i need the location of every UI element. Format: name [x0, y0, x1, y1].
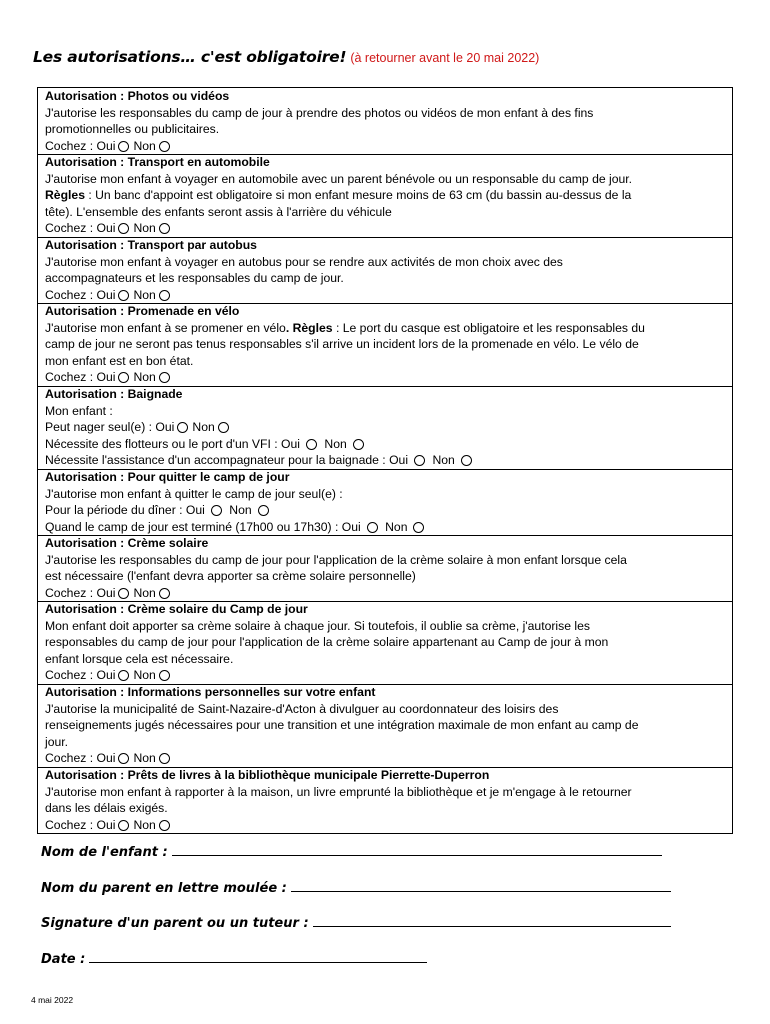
section-text: J'autorise mon enfant à rapporter à la maison, un livre emprunté la bibliothèque et je m'engage à le retourner	[45, 784, 632, 799]
cochez-label: Cochez :	[45, 370, 97, 385]
signature-label: Signature d'un parent ou un tuteur :	[41, 916, 309, 931]
non-label: Non	[432, 453, 455, 468]
section-text: J'autorise mon enfant à quitter le camp de jour seul(e) :	[45, 486, 343, 501]
choice-row	[45, 220, 728, 237]
question-label: Peut nager seul(e) : Oui	[45, 420, 175, 435]
velo-text: : Le port du casque est obligatoire et les responsables du	[332, 320, 645, 335]
non-label: Non	[324, 436, 347, 451]
section-text: tête). L'ensemble des enfants seront assis à l'arrière du véhicule	[45, 204, 392, 219]
assistance-oui-radio[interactable]	[414, 455, 425, 466]
creme-oui-radio[interactable]	[118, 588, 129, 599]
section-text: accompagnateurs et les responsables du camp de jour.	[45, 271, 344, 286]
rule-label: Règles	[45, 188, 85, 203]
section-auto	[45, 154, 728, 237]
section-heading: Autorisation : Pour quitter le camp de jour	[45, 470, 290, 484]
section-heading: Autorisation : Baignade	[45, 387, 183, 401]
section-text: J'autorise la municipalité de Saint-Nazaire-d'Acton à divulguer au coordonnateur des loisirs des	[45, 701, 559, 716]
cochez-label: Cochez :	[45, 221, 97, 236]
choice-row	[45, 519, 728, 536]
non-label: Non	[192, 420, 215, 435]
date-line[interactable]	[89, 950, 427, 963]
section-heading: Autorisation : Transport en automobile	[45, 155, 270, 169]
parent-name-line[interactable]	[291, 879, 671, 892]
non-label: Non	[133, 585, 156, 600]
livres-non-radio[interactable]	[159, 820, 170, 831]
choice-row	[45, 502, 728, 519]
non-label: Non	[385, 519, 408, 534]
section-creme-camp	[45, 601, 728, 684]
oui-label: Oui	[96, 221, 116, 236]
oui-label: Oui	[96, 287, 116, 302]
section-heading: Autorisation : Prêts de livres à la bibliothèque municipale Pierrette-Duperron	[45, 768, 490, 782]
non-label: Non	[133, 221, 156, 236]
section-heading: Autorisation : Promenade en vélo	[45, 304, 240, 318]
child-name-field	[41, 843, 662, 860]
child-name-label: Nom de l'enfant :	[41, 845, 168, 860]
velo-text: J'autorise mon enfant à se promener en vélo	[45, 320, 286, 335]
non-label: Non	[133, 138, 156, 153]
section-text: J'autorise les responsables du camp de jour à prendre des photos ou vidéos de mon enfant à des fins	[45, 105, 594, 120]
non-label: Non	[133, 817, 156, 832]
auto-oui-radio[interactable]	[118, 223, 129, 234]
cochez-label: Cochez :	[45, 585, 97, 600]
choice-row	[45, 750, 728, 767]
infos-oui-radio[interactable]	[118, 753, 129, 764]
diner-non-radio[interactable]	[258, 505, 269, 516]
section-heading: Autorisation : Crème solaire du Camp de jour	[45, 602, 308, 616]
question-label: Pour la période du dîner : Oui	[45, 503, 205, 518]
creme-non-radio[interactable]	[159, 588, 170, 599]
non-label: Non	[133, 370, 156, 385]
oui-label: Oui	[96, 370, 116, 385]
cochez-label: Cochez :	[45, 138, 97, 153]
fin-non-radio[interactable]	[413, 522, 424, 533]
section-text: mon enfant est en bon état.	[45, 353, 194, 368]
section-autobus	[45, 237, 728, 303]
choice-row	[45, 287, 728, 304]
creme-camp-oui-radio[interactable]	[118, 670, 129, 681]
section-text	[45, 320, 728, 337]
autobus-oui-radio[interactable]	[118, 290, 129, 301]
section-heading: Autorisation : Crème solaire	[45, 536, 209, 550]
nager-non-radio[interactable]	[218, 422, 229, 433]
section-text: jour.	[45, 734, 69, 749]
choice-row	[45, 452, 728, 469]
oui-label: Oui	[96, 817, 116, 832]
footer-date: 4 mai 2022	[31, 995, 74, 1005]
vfi-oui-radio[interactable]	[306, 439, 317, 450]
rule-label: . Règles	[285, 320, 333, 335]
title-main: Les autorisations… c'est obligatoire!	[33, 48, 347, 66]
cochez-label: Cochez :	[45, 817, 97, 832]
section-infos	[45, 684, 728, 767]
title-note: (à retourner avant le 20 mai 2022)	[350, 51, 540, 65]
choice-row	[45, 369, 728, 386]
velo-oui-radio[interactable]	[118, 372, 129, 383]
section-photos	[45, 88, 728, 154]
signature-line[interactable]	[313, 914, 671, 927]
page-title	[33, 48, 539, 66]
signature-field	[41, 914, 671, 931]
section-text: camp de jour ne seront pas tenus responsables s'il arrive un incident lors de la promenade en vélo. Le vélo de	[45, 337, 639, 352]
autobus-non-radio[interactable]	[159, 290, 170, 301]
nager-oui-radio[interactable]	[177, 422, 188, 433]
section-livres	[45, 767, 728, 833]
section-text: enfant lorsque cela est nécessaire.	[45, 651, 234, 666]
cochez-label: Cochez :	[45, 668, 97, 683]
oui-label: Oui	[96, 585, 116, 600]
section-text: Mon enfant doit apporter sa crème solaire à chaque jour. Si toutefois, il oublie sa crème, j'autorise les	[45, 618, 590, 633]
section-creme	[45, 535, 728, 601]
non-label: Non	[133, 287, 156, 302]
photos-non-radio[interactable]	[159, 141, 170, 152]
question-label: Quand le camp de jour est terminé (17h00 ou 17h30) : Oui	[45, 519, 361, 534]
section-heading: Autorisation : Informations personnelles sur votre enfant	[45, 685, 376, 699]
authorization-table	[37, 87, 733, 834]
diner-oui-radio[interactable]	[211, 505, 222, 516]
vfi-non-radio[interactable]	[353, 439, 364, 450]
non-label: Non	[229, 503, 252, 518]
infos-non-radio[interactable]	[159, 753, 170, 764]
oui-label: Oui	[96, 668, 116, 683]
choice-row	[45, 585, 728, 602]
section-text: J'autorise mon enfant à voyager en autobus pour se rendre aux activités de mon choix avec des	[45, 254, 563, 269]
cochez-label: Cochez :	[45, 751, 97, 766]
section-heading: Autorisation : Photos ou vidéos	[45, 89, 230, 103]
section-text: J'autorise mon enfant à voyager en automobile avec un parent bénévole ou un responsable du camp de jour.	[45, 171, 633, 186]
creme-camp-non-radio[interactable]	[159, 670, 170, 681]
velo-non-radio[interactable]	[159, 372, 170, 383]
child-name-line[interactable]	[172, 843, 662, 856]
question-label: Nécessite l'assistance d'un accompagnateur pour la baignade : Oui	[45, 453, 409, 468]
parent-name-field	[41, 879, 671, 896]
date-label: Date :	[41, 952, 86, 967]
photos-oui-radio[interactable]	[118, 141, 129, 152]
rule-text: : Un banc d'appoint est obligatoire si mon enfant mesure moins de 63 cm (du bassin au-dessus de la	[84, 188, 632, 203]
section-text: responsables du camp de jour pour l'application de la crème solaire appartenant au Camp de jour à mon	[45, 635, 609, 650]
section-quitter	[45, 469, 728, 535]
oui-label: Oui	[96, 138, 116, 153]
section-text: dans les délais exigés.	[45, 801, 168, 816]
livres-oui-radio[interactable]	[118, 820, 129, 831]
fin-oui-radio[interactable]	[367, 522, 378, 533]
section-text: Mon enfant :	[45, 403, 113, 418]
auto-non-radio[interactable]	[159, 223, 170, 234]
section-velo	[45, 303, 728, 386]
section-heading: Autorisation : Transport par autobus	[45, 238, 257, 252]
parent-name-label: Nom du parent en lettre moulée :	[41, 881, 287, 896]
section-text	[45, 187, 728, 204]
date-field	[41, 950, 427, 967]
section-text: est nécessaire (l'enfant devra apporter sa crème solaire personnelle)	[45, 569, 416, 584]
section-text: J'autorise les responsables du camp de jour pour l'application de la crème solaire à mon enfant lorsque cela	[45, 552, 627, 567]
choice-row	[45, 817, 728, 834]
choice-row	[45, 436, 728, 453]
non-label: Non	[133, 668, 156, 683]
cochez-label: Cochez :	[45, 287, 97, 302]
section-text: renseignements jugés nécessaires pour une transition et une intégration maximale de mon enfant au camp de	[45, 718, 639, 733]
question-label: Nécessite des flotteurs ou le port d'un VFI : Oui	[45, 436, 301, 451]
choice-row	[45, 667, 728, 684]
section-baignade	[45, 386, 728, 469]
choice-row	[45, 138, 728, 155]
choice-row	[45, 419, 728, 436]
section-text: promotionnelles ou publicitaires.	[45, 122, 220, 137]
oui-label: Oui	[96, 751, 116, 766]
non-label: Non	[133, 751, 156, 766]
assistance-non-radio[interactable]	[461, 455, 472, 466]
